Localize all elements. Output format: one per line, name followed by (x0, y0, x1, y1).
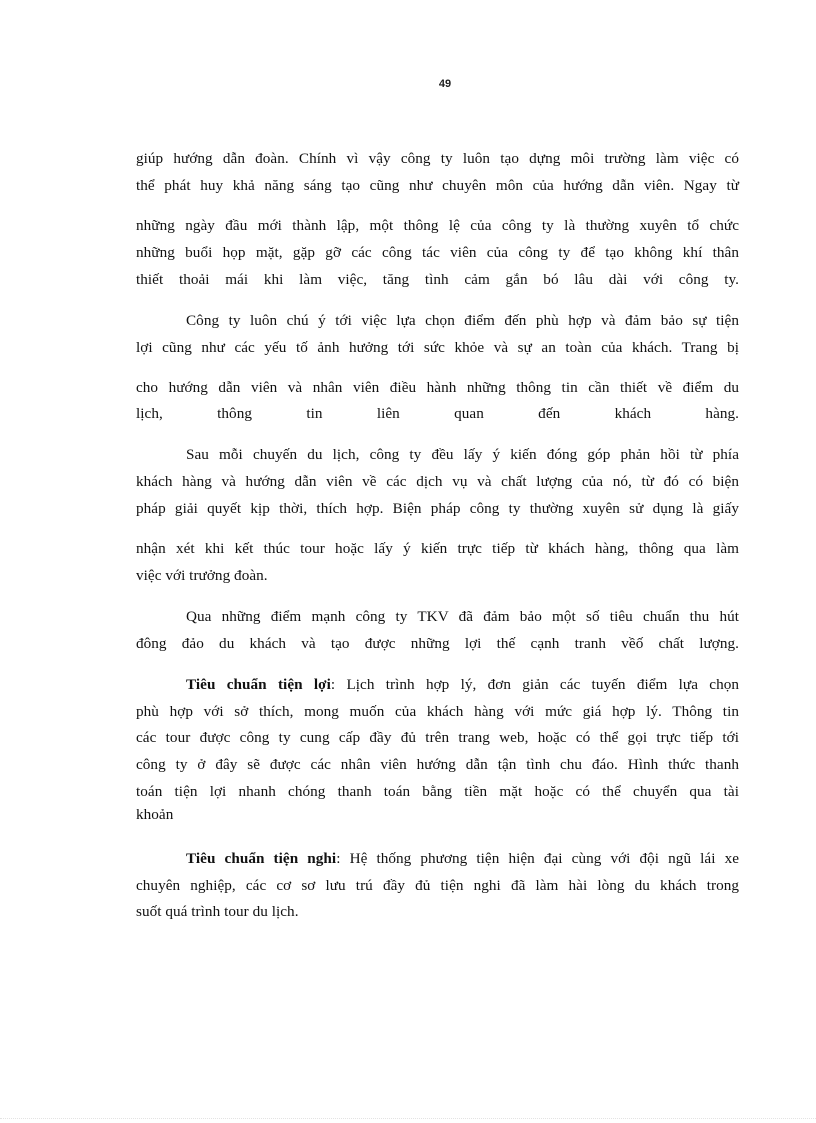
text-line: pháp giải quyết kịp thời, thích hợp. Biện pháp công ty thường xuyên sử dụng là giấy (136, 500, 739, 517)
page-bottom-divider (0, 1118, 816, 1119)
text-line: cho hướng dẫn viên và nhân viên điều hành những thông tin cần thiết về điểm du (136, 379, 739, 396)
text-line: thể phát huy khả năng sáng tạo cũng như chuyên môn của hướng dẫn viên. Ngay từ (136, 177, 739, 194)
text-line: Công ty luôn chú ý tới việc lựa chọn điểm đến phù hợp và đảm bảo sự tiện (186, 312, 739, 329)
heading-convenience: Tiêu chuẩn tiện lợi (186, 676, 331, 693)
text-line: giúp hướng dẫn đoàn. Chính vì vậy công ty luôn tạo dựng môi trường làm việc có (136, 150, 739, 167)
text-line: các tour được công ty cung cấp đầy đủ trên trang web, hoặc có thể gọi trực tiếp tới (136, 729, 739, 746)
text-line: chuyên nghiệp, các cơ sơ lưu trú đầy đủ tiện nghi đã làm hài lòng du khách trong (136, 877, 739, 894)
text-line: toán tiện lợi nhanh chóng thanh toán bằng tiền mặt hoặc có thể chuyển qua tài (136, 783, 739, 800)
page-number: 49 (438, 78, 452, 90)
text-line-with-heading (186, 675, 739, 695)
text-line: những ngày đầu mới thành lập, một thông lệ của công ty là thường xuyên tổ chức (136, 217, 739, 234)
text-line: Lịch trình hợp lý, đơn giản các tuyến điểm lựa chọn (346, 676, 739, 693)
text-line: khách hàng và hướng dẫn viên về các dịch vụ và chất lượng của nó, từ đó có biện (136, 473, 739, 490)
text-line-with-heading (186, 849, 739, 869)
text-line: lịch, thông tin liên quan đến khách hàng. (136, 405, 739, 422)
text-line: việc với trưởng đoàn. (136, 567, 268, 584)
text-line: Qua những điểm mạnh công ty TKV đã đảm bảo một số tiêu chuẩn thu hút (186, 608, 739, 625)
text-line: khoản (136, 806, 174, 823)
text-line: lợi cũng như các yếu tố ảnh hưởng tới sức khỏe và sự an toàn của khách. Trang bị (136, 339, 739, 356)
text-line: đông đảo du khách và tạo được những lợi thế cạnh tranh vềố chất lượng. (136, 635, 739, 652)
text-line: phù hợp với sở thích, mong muốn của khách hàng với mức giá hợp lý. Thông tin (136, 703, 739, 720)
text-line: nhận xét khi kết thúc tour hoặc lấy ý kiến trực tiếp từ khách hàng, thông qua làm (136, 540, 739, 557)
text-line: những buổi họp mặt, gặp gỡ các công tác viên của công ty để tạo không khí thân (136, 244, 739, 261)
text-line: suốt quá trình tour du lịch. (136, 903, 299, 920)
heading-colon: : (336, 850, 350, 867)
text-line: Sau mỗi chuyến du lịch, công ty đều lấy ý kiến đóng góp phản hồi từ phía (186, 446, 739, 463)
heading-comfort: Tiêu chuẩn tiện nghi (186, 850, 337, 867)
text-line: công ty ở đây sẽ được các nhân viên hướng dẫn tận tình chu đáo. Hình thức thanh (136, 756, 739, 773)
text-line: Hệ thống phương tiện hiện đại cùng với đội ngũ lái xe (349, 850, 740, 867)
text-line: thiết thoải mái khi làm việc, tăng tình cảm gắn bó lâu dài với công ty. (136, 271, 739, 288)
heading-colon: : (330, 676, 347, 693)
